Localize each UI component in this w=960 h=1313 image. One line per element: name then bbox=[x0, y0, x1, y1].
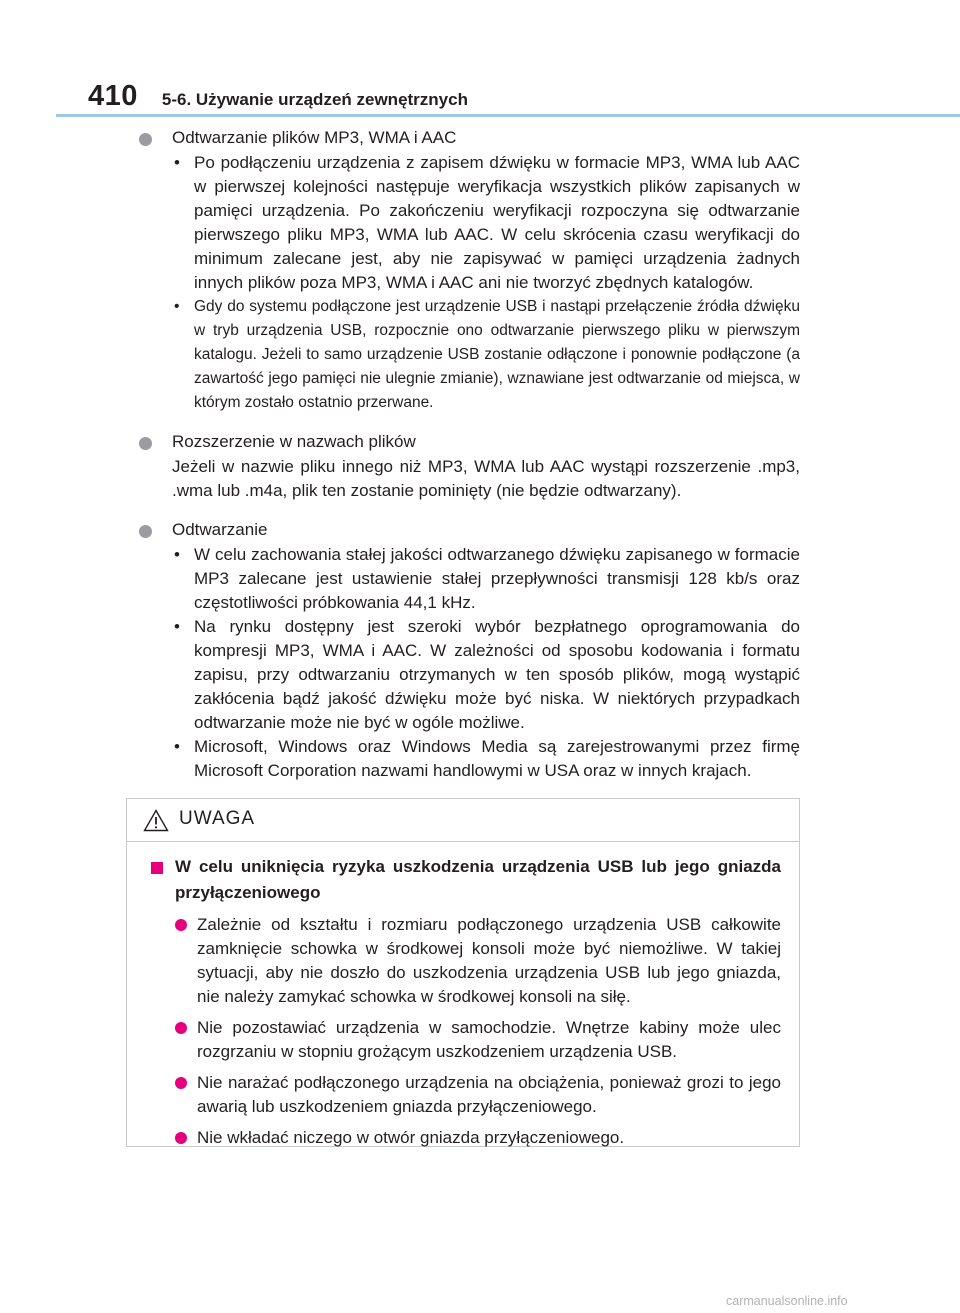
section-heading: Rozszerzenie w nazwach plików bbox=[172, 432, 416, 451]
bullet-list bbox=[172, 543, 800, 783]
square-bullet-icon bbox=[151, 862, 163, 874]
section-file-extensions bbox=[138, 429, 800, 503]
list-item: • Na rynku dostępny jest szeroki wybór bezpłatnego oprogramowania do kompresji MP3, WMA i AAC. W zależności od sposobu kodowania i formatu zapisu, przy odtwarzaniu otrzymanych w ten sposób plików, mogą wystąpić zakłócenia bądź jakość dźwięku może być niska. W niektórych przypadkach odtwarzanie może nie być w ogóle możliwe. bbox=[174, 617, 800, 732]
bullet-icon: • bbox=[174, 153, 180, 172]
bullet-icon: • bbox=[174, 737, 180, 756]
page-header bbox=[88, 80, 468, 113]
section-mp3-playback bbox=[138, 125, 800, 415]
list-item: • W celu zachowania stałej jakości odtwarzanego dźwięku zapisanego w formacie MP3 zalecane jest ustawienie stałej przepływności transmisji 128 kb/s oraz częstotliwości próbkowania 44,1 kHz. bbox=[174, 545, 800, 612]
warning-item: Zależnie od kształtu i rozmiaru podłączonego urządzenia USB całkowite zamknięcie schowka w środkowej konsoli może być niemożliwe. W takiej sytuacji, aby nie doszło do uszkodzenia urządzenia USB lub jego gniazda, nie należy zamykać schowka w środkowej konsoli na siłę. bbox=[151, 913, 781, 1009]
page-number: 410 bbox=[88, 80, 138, 112]
bullet-icon: • bbox=[174, 545, 180, 564]
section-heading: Odtwarzanie plików MP3, WMA i AAC bbox=[172, 128, 457, 147]
circle-bullet-icon bbox=[175, 1077, 187, 1089]
watermark: carmanualsonline.info bbox=[726, 1294, 848, 1308]
warning-header bbox=[127, 799, 799, 842]
section-heading: Odtwarzanie bbox=[172, 520, 268, 539]
circle-bullet-icon bbox=[175, 1132, 187, 1144]
warning-item: Nie narażać podłączonego urządzenia na obciążenia, ponieważ grozi to jego awarią lub uszkodzeniem gniazda przyłączeniowego. bbox=[151, 1071, 781, 1119]
circle-bullet-icon bbox=[139, 133, 152, 146]
warning-label: UWAGA bbox=[179, 808, 256, 829]
bullet-icon: • bbox=[174, 298, 180, 315]
circle-bullet-icon bbox=[139, 437, 152, 450]
list-item: • Po podłączeniu urządzenia z zapisem dźwięku w formacie MP3, WMA lub AAC w pierwszej kolejności następuje weryfikacja wszystkich plików zapisanych w pamięci urządzenia. Po zakończeniu weryfikacji rozpoczyna się odtwarzanie pierwszego pliku MP3, WMA lub AAC. W celu skrócenia czasu weryfikacji do minimum zalecane jest, aby nie zapisywać w pamięci urządzenia żadnych innych plików poza MP3, WMA i AAC ani nie tworzyć zbędnych katalogów. bbox=[174, 153, 800, 292]
list-item: • Gdy do systemu podłączone jest urządzenie USB i nastąpi przełączenie źródła dźwięku w tryb urządzenia USB, rozpocznie ono odtwarzanie pierwszego pliku w pierwszym katalogu. Jeżeli to samo urządzenie USB zostanie odłączone i ponownie podłączone (a zawartość jego pamięci nie ulegnie zmianie), wznawiane jest odtwarzanie od miejsca, w którym zostało ostatnio przerwane. bbox=[172, 295, 800, 415]
main-content bbox=[138, 125, 800, 797]
header-divider bbox=[56, 114, 960, 117]
warning-triangle-icon bbox=[143, 809, 169, 837]
warning-box bbox=[126, 798, 800, 1147]
circle-bullet-icon bbox=[175, 919, 187, 931]
circle-bullet-icon bbox=[139, 525, 152, 538]
warning-item: Nie wkładać niczego w otwór gniazda przyłączeniowego. bbox=[151, 1126, 781, 1150]
section-title: 5-6. Używanie urządzeń zewnętrznych bbox=[161, 90, 468, 109]
warning-subtitle: W celu uniknięcia ryzyka uszkodzenia urządzenia USB lub jego gniazda przyłączeniowego bbox=[151, 854, 781, 906]
circle-bullet-icon bbox=[175, 1022, 187, 1034]
list-item: • Microsoft, Windows oraz Windows Media są zarejestrowanymi przez firmę Microsoft Corporation nazwami handlowymi w USA oraz w innych krajach. bbox=[174, 737, 800, 780]
warning-item: Nie pozostawiać urządzenia w samochodzie. Wnętrze kabiny może ulec rozgrzaniu w stopniu grożącym uszkodzeniem urządzenia USB. bbox=[151, 1016, 781, 1064]
bullet-icon: • bbox=[174, 617, 180, 636]
warning-body bbox=[127, 842, 799, 1150]
section-playback bbox=[138, 517, 800, 783]
bullet-list bbox=[172, 151, 800, 415]
section-paragraph: Jeżeli w nazwie pliku innego niż MP3, WMA lub AAC wystąpi rozszerzenie .mp3, .wma lub .m4a, plik ten zostanie pominięty (nie będzie odtwarzany). bbox=[172, 457, 800, 500]
